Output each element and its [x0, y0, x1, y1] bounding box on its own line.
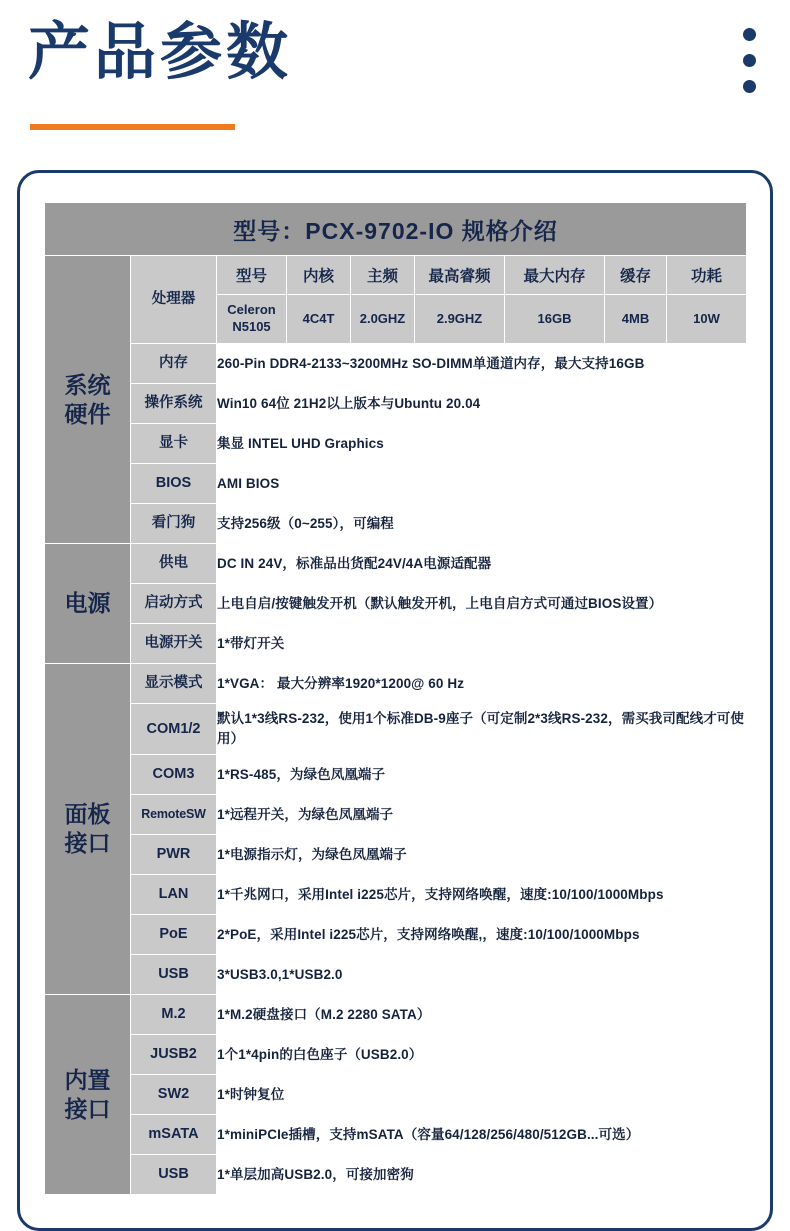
table-row — [45, 344, 747, 384]
table-row — [45, 544, 747, 584]
title-underline-decoration — [30, 124, 235, 130]
cpu-header-max-memory: 最大内存 — [505, 256, 605, 295]
row-value-sw2: 1*时钟复位 — [217, 1075, 747, 1115]
dot-2 — [743, 54, 756, 67]
row-label-bios: BIOS — [131, 464, 217, 504]
row-label-processor: 处理器 — [131, 256, 217, 344]
row-value-pwr: 1*电源指示灯，为绿色凤凰端子 — [217, 835, 747, 875]
row-label-memory: 内存 — [131, 344, 217, 384]
row-label-os: 操作系统 — [131, 384, 217, 424]
row-label-msata: mSATA — [131, 1115, 217, 1155]
table-row — [45, 384, 747, 424]
cpu-header-base-freq: 主频 — [351, 256, 415, 295]
table-row — [45, 424, 747, 464]
row-label-remotesw: RemoteSW — [131, 795, 217, 835]
row-label-m2: M.2 — [131, 995, 217, 1035]
row-label-power-switch: 电源开关 — [131, 624, 217, 664]
table-row — [45, 704, 747, 755]
group-label-panel-io — [45, 664, 131, 995]
row-value-m2: 1*M.2硬盘接口（M.2 2280 SATA） — [217, 995, 747, 1035]
cpu-value-base-freq: 2.0GHZ — [351, 295, 415, 344]
table-row — [45, 584, 747, 624]
row-value-usb-internal: 1*单层加高USB2.0，可接加密狗 — [217, 1155, 747, 1195]
row-value-watchdog: 支持256级（0~255），可编程 — [217, 504, 747, 544]
row-value-gpu: 集显 INTEL UHD Graphics — [217, 424, 747, 464]
cpu-header-cores: 内核 — [287, 256, 351, 295]
group-label-internal-io-text: 内置 接口 — [64, 1066, 111, 1122]
dot-1 — [743, 28, 756, 41]
row-value-boot-mode: 上电自启/按键触发开机（默认触发开机，上电自启方式可通过BIOS设置） — [217, 584, 747, 624]
cpu-value-max-memory: 16GB — [505, 295, 605, 344]
table-row — [45, 1115, 747, 1155]
cpu-value-cores: 4C4T — [287, 295, 351, 344]
table-row — [45, 464, 747, 504]
cpu-header-model: 型号 — [217, 256, 287, 295]
row-value-msata: 1*miniPCIe插槽，支持mSATA（容量64/128/256/480/512GB...可选） — [217, 1115, 747, 1155]
table-row — [45, 875, 747, 915]
row-value-power-switch: 1*带灯开关 — [217, 624, 747, 664]
table-row — [45, 995, 747, 1035]
table-row — [45, 1035, 747, 1075]
specification-table — [44, 202, 747, 1195]
table-row — [45, 1075, 747, 1115]
table-row — [45, 795, 747, 835]
row-label-display-mode: 显示模式 — [131, 664, 217, 704]
more-vertical-icon[interactable] — [743, 28, 757, 98]
row-label-lan: LAN — [131, 875, 217, 915]
row-value-lan: 1*千兆网口，采用Intel i225芯片，支持网络唤醒，速度:10/100/1000Mbps — [217, 875, 747, 915]
table-row — [45, 664, 747, 704]
table-row — [45, 504, 747, 544]
row-label-watchdog: 看门狗 — [131, 504, 217, 544]
row-label-usb-panel: USB — [131, 955, 217, 995]
row-value-bios: AMI BIOS — [217, 464, 747, 504]
row-label-gpu: 显卡 — [131, 424, 217, 464]
row-label-pwr: PWR — [131, 835, 217, 875]
row-label-boot-mode: 启动方式 — [131, 584, 217, 624]
table-row — [45, 955, 747, 995]
cpu-value-turbo-freq: 2.9GHZ — [415, 295, 505, 344]
row-label-jusb2: JUSB2 — [131, 1035, 217, 1075]
group-label-power: 电源 — [45, 544, 131, 664]
cpu-header-tdp: 功耗 — [667, 256, 747, 295]
row-label-com3: COM3 — [131, 755, 217, 795]
row-label-usb-internal: USB — [131, 1155, 217, 1195]
cpu-value-cache: 4MB — [605, 295, 667, 344]
table-row — [45, 915, 747, 955]
table-row — [45, 1155, 747, 1195]
dot-3 — [743, 80, 756, 93]
row-value-os: Win10 64位 21H2以上版本与Ubuntu 20.04 — [217, 384, 747, 424]
row-value-memory: 260-Pin DDR4-2133~3200MHz SO-DIMM单通道内存，最大支持16GB — [217, 344, 747, 384]
row-value-com3: 1*RS-485，为绿色凤凰端子 — [217, 755, 747, 795]
row-value-remotesw: 1*远程开关，为绿色凤凰端子 — [217, 795, 747, 835]
page-header — [0, 0, 790, 168]
row-value-poe: 2*PoE，采用Intel i225芯片，支持网络唤醒,，速度:10/100/1000Mbps — [217, 915, 747, 955]
table-row — [45, 256, 747, 295]
cpu-value-tdp: 10W — [667, 295, 747, 344]
table-row — [45, 835, 747, 875]
group-label-panel-io-text: 面板 接口 — [64, 801, 111, 856]
group-label-internal-io — [45, 995, 131, 1195]
row-value-com12: 默认1*3线RS-232，使用1个标准DB-9座子（可定制2*3线RS-232，需买我司配线才可使用） — [217, 704, 747, 755]
cpu-value-model: Celeron N5105 — [217, 295, 287, 344]
group-label-system-hardware: 系统 硬件 — [45, 256, 131, 544]
table-title-row — [45, 203, 747, 256]
row-value-power-supply: DC IN 24V，标准品出货配24V/4A电源适配器 — [217, 544, 747, 584]
row-value-usb-panel: 3*USB3.0,1*USB2.0 — [217, 955, 747, 995]
cpu-header-cache: 缓存 — [605, 256, 667, 295]
table-title: 型号：PCX-9702-IO 规格介绍 — [45, 203, 747, 256]
row-label-com12: COM1/2 — [131, 704, 217, 755]
row-value-jusb2: 1个1*4pin的白色座子（USB2.0） — [217, 1035, 747, 1075]
page-title: 产品参数 — [28, 18, 293, 87]
row-label-sw2: SW2 — [131, 1075, 217, 1115]
cpu-header-turbo-freq: 最高睿频 — [415, 256, 505, 295]
row-value-display-mode: 1*VGA： 最大分辨率1920*1200@ 60 Hz — [217, 664, 747, 704]
table-row — [45, 755, 747, 795]
row-label-poe: PoE — [131, 915, 217, 955]
row-label-power-supply: 供电 — [131, 544, 217, 584]
table-row — [45, 624, 747, 664]
